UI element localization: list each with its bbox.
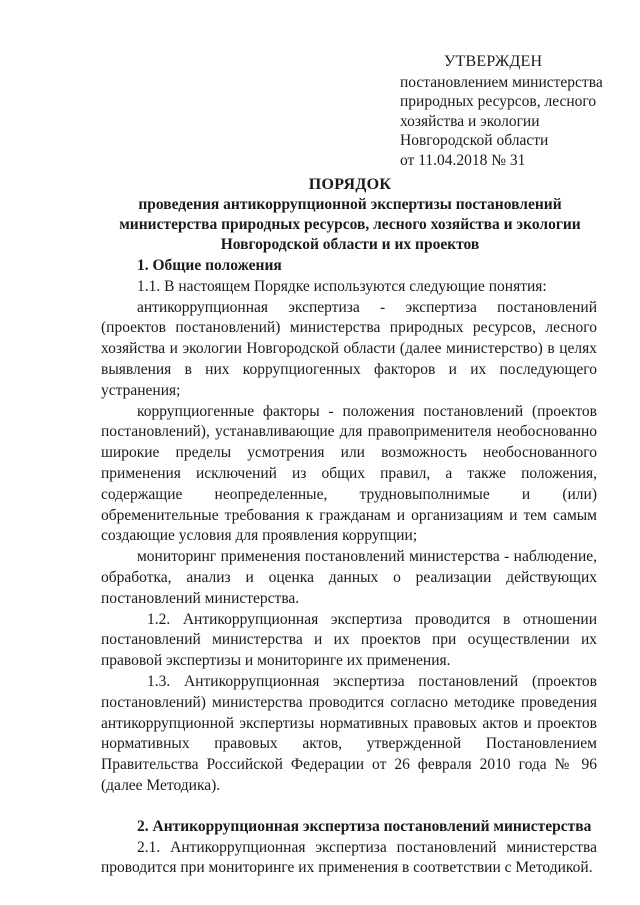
paragraph: коррупциогенные факторы - положения постановлений (проектов постановлений), устанавливающие для правоприменителя необоснованно широкие пределы усмотрения или возможность необоснованного применения исключений из общих правил, а также положения, содержащие неопределенные, трудновыполнимые и (или) обременительные требования к гражданам и организациям и тем самым создающие условия для проявления коррупции; xyxy=(101,402,597,545)
section-heading: 2. Антикоррупционная экспертиза постановлений министерства xyxy=(137,817,592,835)
title-line: Новгородской области и их проектов xyxy=(220,236,480,253)
document-title xyxy=(100,175,600,255)
paragraph: антикоррупционная экспертиза - экспертиза постановлений (проектов постановлений) министерства природных ресурсов, лесного хозяйства и экологии Новгородской области (далее министерство) в целях выявления в них коррупциогенных факторов и их последующего устранения; xyxy=(101,298,597,399)
paragraph: 1.3. Антикоррупционная экспертиза постановлений (проектов постановлений) министерства проводится согласно методике проведения антикоррупционной экспертизы нормативных правовых актов и проектов нормативных правовых актов, утвержденной Постановлением Правительства Российской Федерации от 26 февраля 2010 года № 96 (далее Методика). xyxy=(101,672,597,794)
title-line: проведения антикоррупционной экспертизы постановлений xyxy=(138,196,562,213)
paragraph: 2.1. Антикоррупционная экспертиза постановлений министерства проводится при мониторинге их применения в соответствии с Методикой. xyxy=(101,838,597,877)
approval-date: от 11.04.2018 № 31 xyxy=(400,151,526,169)
document-body xyxy=(101,256,597,879)
approved-word: УТВЕРЖДЕН xyxy=(444,53,543,70)
paragraph: мониторинг применения постановлений министерства - наблюдение, обработка, анализ и оценка данных о реализации действующих постановлений министерства. xyxy=(101,548,597,607)
approval-line: хозяйства и экологии xyxy=(400,112,540,130)
approval-line: Новгородской области xyxy=(400,132,549,149)
approval-line: постановлением министерства xyxy=(400,73,603,91)
approval-line: природных ресурсов, лесного xyxy=(400,93,597,110)
paragraph: 1.1. В настоящем Порядке используются следующие понятия: xyxy=(137,277,547,295)
section-heading: 1. Общие положения xyxy=(137,257,282,274)
title-main: ПОРЯДОК xyxy=(308,176,392,193)
title-line: министерства природных ресурсов, лесного хозяйства и экологии xyxy=(119,216,581,233)
approval-stamp xyxy=(400,52,603,170)
paragraph: 1.2. Антикоррупционная экспертиза проводится в отношении постановлений министерства и их проектов при осуществлении их правовой экспертизы и мониторинге их применения. xyxy=(101,610,597,670)
